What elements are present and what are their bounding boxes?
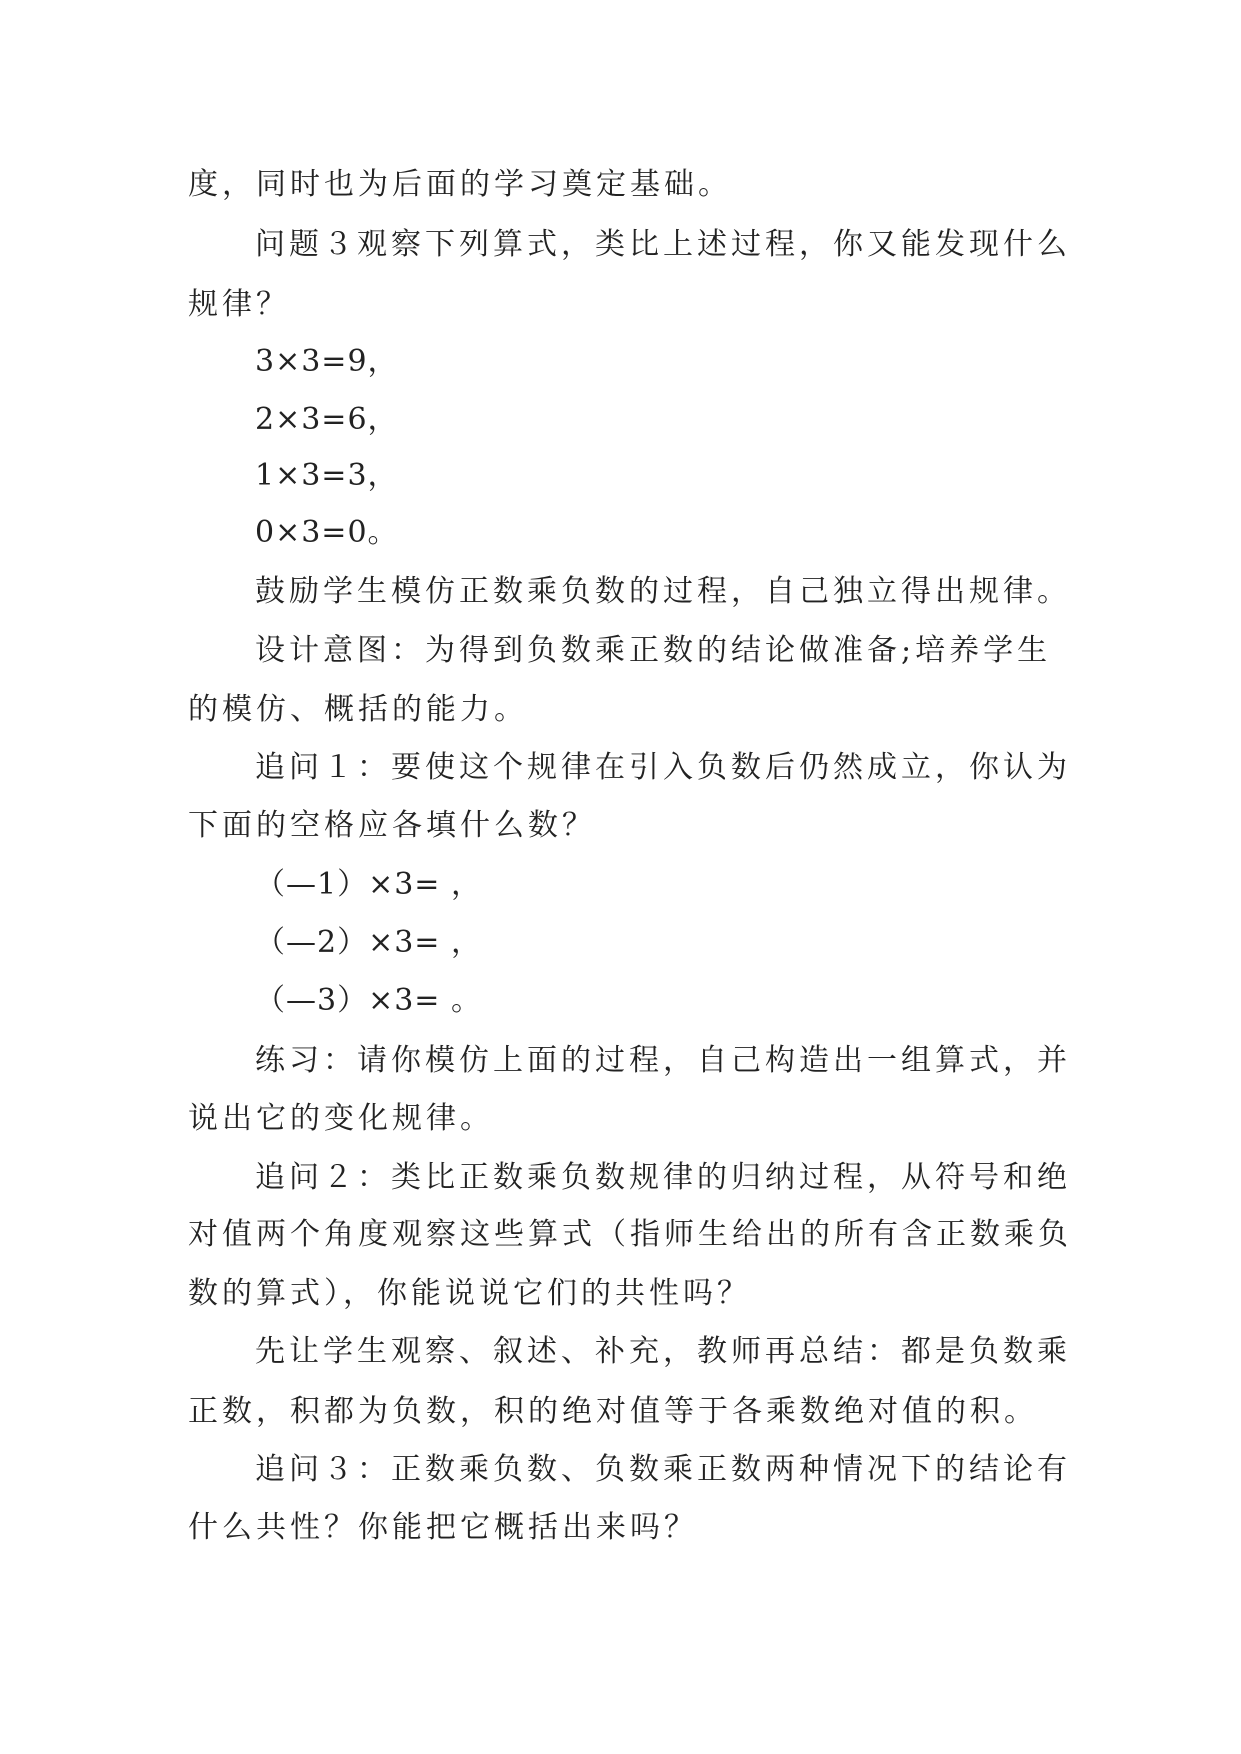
text-line: 的模仿、概括的能力。 — [188, 692, 528, 727]
exercise-text: 练习：请你模仿上面的过程，自己构造出一组算式，并 — [255, 1043, 1071, 1078]
follow-up-2-text: 追问２：类比正数乘负数规律的归纳过程，从符号和绝 — [255, 1160, 1071, 1195]
follow-up-3-text: 追问３：正数乘负数、负数乘正数两种情况下的结论有 — [255, 1452, 1071, 1487]
text-line: 对值两个角度观察这些算式（指师生给出的所有含正数乘负 — [188, 1217, 1072, 1252]
text-line: 度，同时也为后面的学习奠定基础。 — [188, 167, 732, 202]
text-line: 什么共性？你能把它概括出来吗？ — [188, 1510, 698, 1545]
formula-line: 0×3=0。 — [255, 515, 399, 550]
formula-line: 1×3=3， — [255, 458, 399, 493]
text-line: 数的算式），你能说说它们的共性吗？ — [188, 1276, 751, 1311]
text-line: 规律？ — [188, 287, 290, 322]
formula-line: （—3）×3= 。 — [255, 983, 482, 1018]
problem-3-text: 问题３观察下列算式，类比上述过程，你又能发现什么 — [255, 227, 1071, 262]
text-line: 说出它的变化规律。 — [188, 1101, 494, 1136]
formula-line: （—2）×3= ， — [255, 925, 482, 960]
design-intent-text: 设计意图：为得到负数乘正数的结论做准备;培养学生 — [255, 633, 1052, 668]
text-line: 先让学生观察、叙述、补充，教师再总结：都是负数乘 — [255, 1334, 1071, 1369]
formula-line: （—1）×3= ， — [255, 867, 482, 902]
text-line: 下面的空格应各填什么数？ — [188, 808, 596, 843]
follow-up-1-text: 追问１：要使这个规律在引入负数后仍然成立，你认为 — [255, 750, 1071, 785]
formula-line: 3×3=9， — [255, 344, 399, 379]
formula-line: 2×3=6， — [255, 402, 399, 437]
text-line: 正数，积都为负数，积的绝对值等于各乘数绝对值的积。 — [188, 1394, 1038, 1429]
text-line: 鼓励学生模仿正数乘负数的过程，自己独立得出规律。 — [255, 574, 1071, 609]
